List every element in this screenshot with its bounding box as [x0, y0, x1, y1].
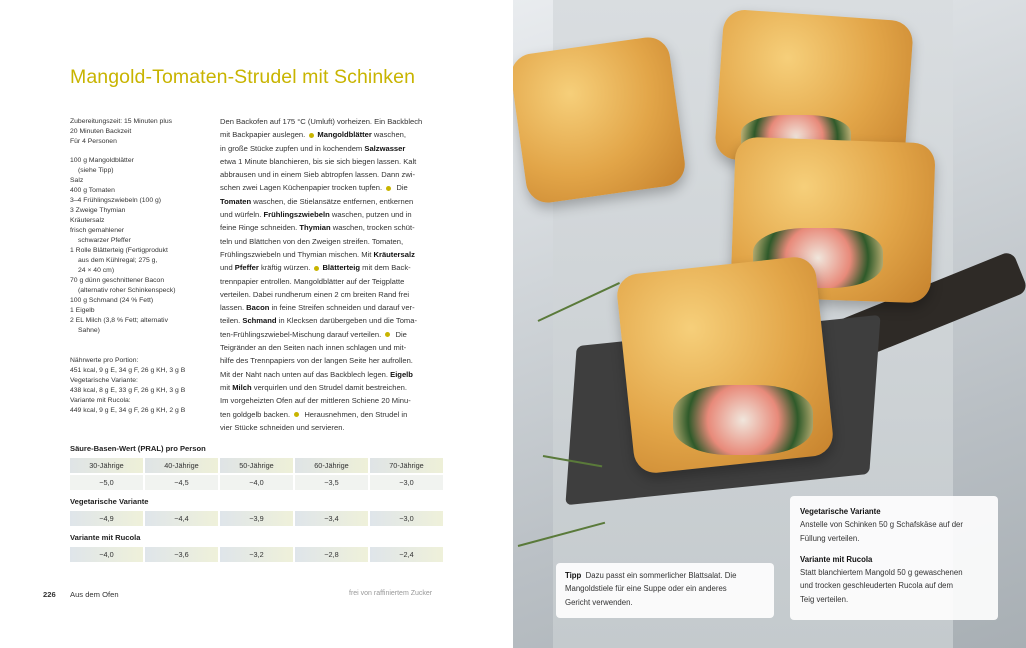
ingredient-line: 1 Rolle Blätterteig (Fertigprodukt: [70, 247, 168, 254]
method-text-run: Im vorgeheizten Ofen auf der mittleren Schiene 20 Minu-: [220, 396, 411, 406]
ingredient-highlight: Milch: [232, 382, 252, 392]
method-text-run: und: [220, 263, 235, 273]
method-line: [220, 368, 442, 381]
ingredient-highlight: Mangoldblätter: [317, 130, 372, 140]
pral-header-row: [70, 458, 443, 473]
pral-heading: Säure-Basen-Wert (PRAL) pro Person: [70, 444, 206, 453]
method-line: [220, 341, 442, 354]
method-line: [220, 354, 442, 367]
ingredient-highlight: Blätterteig: [322, 263, 361, 273]
tip-box: [556, 563, 774, 618]
ingredient-line: 1 Eigelb: [70, 307, 95, 314]
ingredient-line: aus dem Kühlregal; 275 g,: [78, 257, 158, 264]
nutrition-line: 449 kcal, 9 g E, 34 g F, 26 g KH, 2 g B: [70, 407, 186, 414]
nutrition-line: Vegetarische Variante:: [70, 377, 138, 384]
method-text-run: in feine Streifen schneiden und darauf ver-: [269, 303, 415, 313]
method-text-run: mit dem Back-: [360, 263, 411, 273]
pral-cell: −4,4: [145, 511, 218, 526]
method-text-run: Den Backofen auf 175 °C (Umluft) vorheizen. Ein Backblech: [220, 117, 423, 126]
running-footer: frei von raffiniertem Zucker: [349, 590, 433, 597]
method-text-run: trennpapier entrollen. Mangoldblätter auf der Teigplatte: [220, 276, 405, 286]
variant-line: Anstelle von Schinken 50 g Schafskäse auf der: [800, 520, 963, 530]
method-text-run: Teigränder an den Seiten nach innen schlagen und mit-: [220, 343, 407, 353]
method-text-run: waschen, trocken schüt-: [330, 223, 415, 233]
variant-rucola-title: Variante mit Rucola: [800, 554, 873, 564]
method-text-run: lassen.: [220, 303, 247, 313]
variant-line: Teig verteilen.: [800, 594, 849, 604]
method-line: [220, 221, 442, 234]
tip-line: Gericht verwenden.: [565, 597, 633, 607]
variant-veg-title: Vegetarische Variante: [800, 507, 881, 516]
ingredient-line: 2 EL Milch (3,8 % Fett; alternativ: [70, 317, 168, 324]
ingredient-list: [70, 156, 210, 336]
pral-rucola-row: [70, 547, 443, 562]
method-line: [220, 328, 442, 341]
ingredient-line: 24 × 40 cm): [78, 267, 115, 274]
variant-line: Statt blanchiertem Mangold 50 g gewaschenen: [800, 568, 963, 578]
ingredient-highlight: Thymian: [299, 223, 331, 233]
method-text-run: etwa 1 Minute blanchieren, bis sie sich biegen lassen. Kalt: [220, 156, 417, 166]
ingredient-highlight: Kräutersalz: [373, 249, 415, 259]
pral-veg-row: [70, 511, 443, 526]
method-line: [220, 208, 442, 221]
variants-box: [790, 496, 998, 620]
method-text-run: teln und Blättchen von den Zweigen streifen. Tomaten,: [220, 236, 404, 246]
method-text-run: mit: [220, 382, 233, 392]
pral-cell: −3,0: [370, 475, 443, 490]
ingredient-line: (alternativ roher Schinkenspeck): [78, 287, 176, 294]
method-text-run: teilen.: [220, 316, 243, 326]
nutrition-line: 451 kcal, 9 g E, 34 g F, 26 g KH, 3 g B: [70, 367, 186, 374]
pral-cell: −2,4: [370, 547, 443, 562]
pral-cell: 70-Jährige: [370, 458, 443, 473]
method-text-run: Die: [393, 329, 407, 339]
method-line: [220, 142, 442, 155]
ingredient-highlight: Bacon: [246, 303, 270, 313]
ingredient-line: 100 g Schmand (24 % Fett): [70, 297, 154, 304]
method-line: [220, 155, 442, 168]
ingredient-line: Salz: [70, 177, 84, 184]
method-text-run: hilfe des Trennpapiers von der langen Seite her aufrollen.: [220, 356, 413, 366]
method-line: [220, 314, 442, 327]
method-text-run: verquirlen und den Strudel damit bestreichen.: [251, 382, 407, 392]
tip-line: Mangoldstiele für eine Suppe oder ein anderes: [565, 584, 727, 594]
nutrition-line: Variante mit Rucola:: [70, 397, 131, 404]
pral-cell: −3,5: [295, 475, 368, 490]
method-line: [220, 128, 442, 141]
pral-rucola-label: Variante mit Rucola: [70, 533, 141, 542]
method-line: [220, 394, 442, 407]
variant-line: Füllung verteilen.: [800, 533, 860, 543]
method-line: [220, 408, 442, 421]
method-text-run: kräftig würzen.: [258, 263, 313, 273]
method-text-run: waschen, die Stielansätze entfernen, entkernen: [251, 196, 414, 206]
pral-table: [70, 444, 443, 564]
method-text-run: Frühlingszwiebeln und Thymian mischen. Mit: [220, 249, 374, 259]
method-text-run: Mit der Naht nach unten auf das Backblech legen.: [220, 369, 391, 379]
step-marker-icon: [385, 332, 390, 337]
method-line: [220, 248, 442, 261]
section-name: Aus dem Ofen: [70, 590, 119, 599]
method-line: [220, 235, 442, 248]
method-line: [220, 381, 442, 394]
recipe-title: Mangold-Tomaten-Strudel mit Schinken: [70, 66, 416, 88]
ingredient-line: 3–4 Frühlingszwiebeln (100 g): [70, 197, 162, 204]
pral-cell: 30-Jährige: [70, 458, 143, 473]
method-line: [220, 288, 442, 301]
method-text-run: feine Ringe schneiden.: [220, 223, 300, 233]
ingredient-line: frisch gemahlener: [70, 227, 125, 234]
ingredient-line: 400 g Tomaten: [70, 187, 115, 194]
method-text-run: vier Stücke schneiden und servieren.: [220, 422, 345, 432]
method-line: [220, 261, 442, 274]
step-marker-icon: [386, 186, 391, 191]
pral-cell: −4,0: [220, 475, 293, 490]
pral-cell: −3,2: [220, 547, 293, 562]
meta-line: Zubereitungszeit: 15 Minuten plus: [70, 118, 173, 125]
pral-veg-label: Vegetarische Variante: [70, 497, 149, 506]
ingredient-line: 100 g Mangoldblätter: [70, 157, 134, 164]
ingredient-highlight: Pfeffer: [234, 263, 259, 273]
pral-standard-row: [70, 475, 443, 490]
method-line: [220, 275, 442, 288]
pral-cell: −4,0: [70, 547, 143, 562]
method-text-run: Herausnehmen, den Strudel in: [302, 409, 408, 419]
method-line: [220, 195, 442, 208]
tip-label: Tipp: [565, 571, 582, 580]
method-line: [220, 168, 442, 181]
ingredient-line: Kräutersalz: [70, 217, 105, 224]
meta-line: 20 Minuten Backzeit: [70, 128, 132, 135]
ingredient-line: 70 g dünn geschnittener Bacon: [70, 277, 165, 284]
variant-line: und trocken geschleuderten Rucola auf dem: [800, 581, 954, 591]
pral-cell: −4,9: [70, 511, 143, 526]
pral-cell: −2,8: [295, 547, 368, 562]
method-line: [220, 421, 442, 434]
method-text-run: in große Stücke zupfen und in kochendem: [220, 143, 365, 153]
method-text-run: ten-Frühlingszwiebel-Mischung darauf verteilen.: [220, 329, 384, 339]
ingredient-highlight: Schmand: [242, 316, 277, 326]
method-text-run: ten goldgelb backen.: [220, 409, 293, 419]
method-text-run: schen zwei Lagen Küchenpapier trocken tupfen.: [220, 183, 385, 193]
pral-cell: 60-Jährige: [295, 458, 368, 473]
ingredient-highlight: Frühlingszwiebeln: [263, 210, 330, 220]
preparation-info: [70, 117, 210, 147]
method-text-run: in Klecksen darübergeben und die Toma-: [276, 316, 417, 326]
pral-cell: −3,9: [220, 511, 293, 526]
pral-cell: −3,0: [370, 511, 443, 526]
meta-line: Für 4 Personen: [70, 138, 117, 145]
method-text-run: waschen, putzen und in: [329, 210, 412, 220]
method-text-run: und würfeln.: [220, 210, 264, 220]
method-text-run: waschen,: [371, 130, 407, 140]
food-photo: [513, 0, 1026, 648]
step-marker-icon: [294, 412, 299, 417]
tip-line: Dazu passt ein sommerlicher Blattsalat. Die: [585, 571, 737, 580]
ingredient-highlight: Tomaten: [220, 196, 252, 206]
strudel-filling: [673, 385, 813, 455]
pral-cell: −5,0: [70, 475, 143, 490]
ingredient-line: schwarzer Pfeffer: [78, 237, 131, 244]
method-text-run: verteilen. Dabei rundherum einen 2 cm breiten Rand frei: [220, 289, 410, 299]
ingredient-line: Sahne): [78, 327, 100, 334]
method-text: [220, 115, 442, 434]
pral-cell: 50-Jährige: [220, 458, 293, 473]
nutrition-line: Nährwerte pro Portion:: [70, 357, 139, 364]
pral-cell: −3,4: [295, 511, 368, 526]
method-line: [220, 115, 442, 128]
method-text-run: mit Backpapier auslegen.: [220, 130, 308, 140]
ingredient-line: (siehe Tipp): [78, 167, 114, 174]
pral-cell: 40-Jährige: [145, 458, 218, 473]
method-text-run: Die: [394, 183, 408, 193]
ingredient-highlight: Eigelb: [390, 369, 413, 379]
ingredient-highlight: Salzwasser: [364, 143, 406, 153]
nutrition-info: [70, 356, 210, 416]
strudel-piece: [513, 35, 688, 206]
pral-cell: −4,5: [145, 475, 218, 490]
method-text-run: abbrausen und in einem Sieb abtropfen lassen. Dann zwi-: [220, 170, 416, 180]
step-marker-icon: [314, 266, 319, 271]
ingredient-line: 3 Zweige Thymian: [70, 207, 126, 214]
pral-cell: −3,6: [145, 547, 218, 562]
method-line: [220, 181, 442, 194]
nutrition-line: 438 kcal, 8 g E, 33 g F, 26 g KH, 3 g B: [70, 387, 186, 394]
step-marker-icon: [309, 133, 314, 138]
page-number: 226: [43, 590, 56, 599]
method-line: [220, 301, 442, 314]
